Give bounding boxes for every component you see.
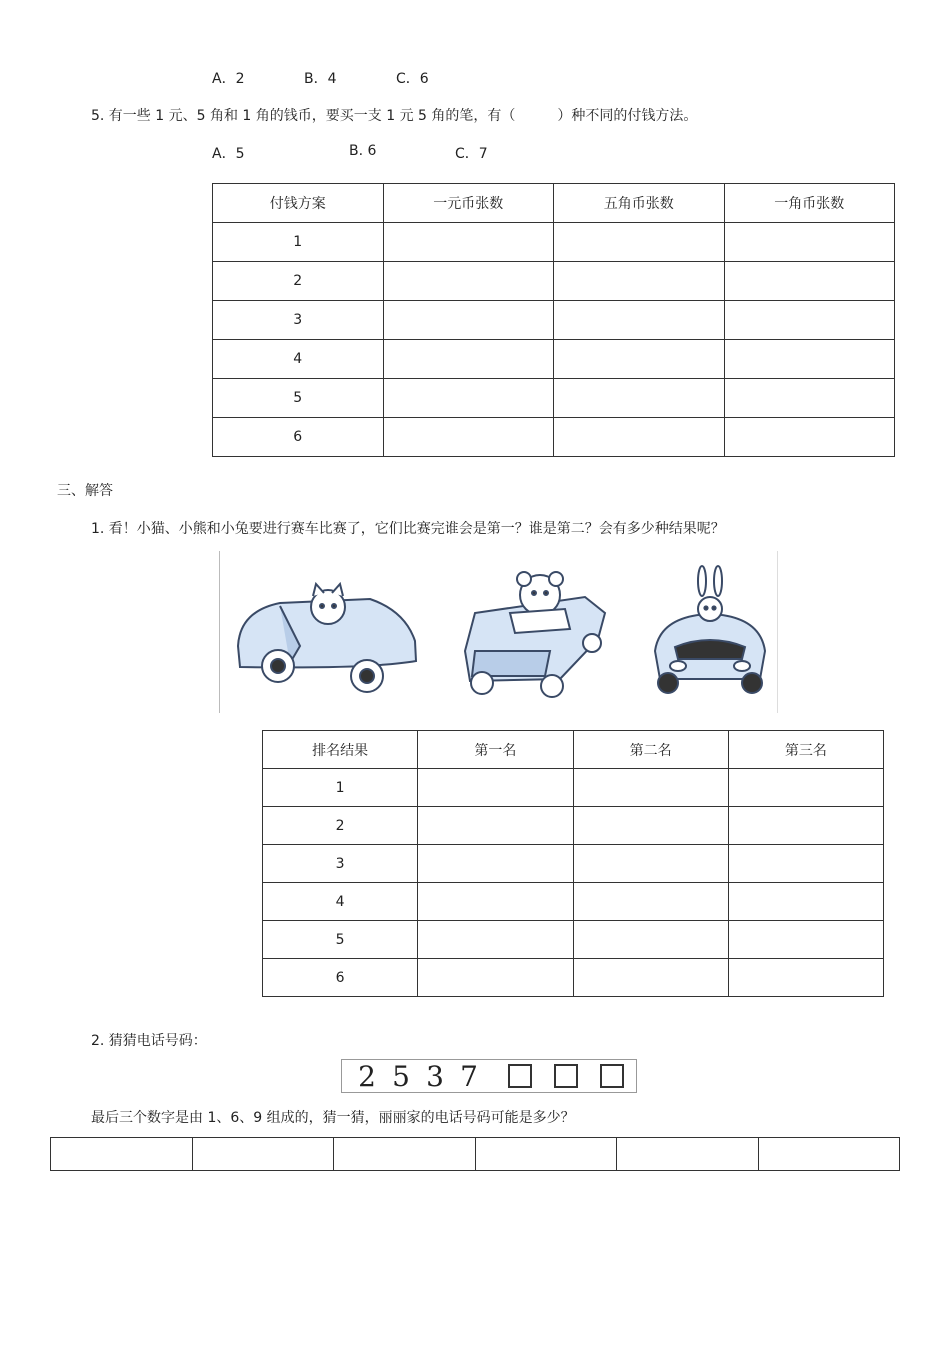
table-row — [51, 1138, 900, 1171]
answer-cell[interactable] — [573, 807, 728, 845]
answer-cell[interactable] — [724, 340, 895, 379]
q5-text: 5. 有一些 1 元、5 角和 1 角的钱币，要买一支 1 元 5 角的笔，有（ ）种不同的付钱方法。 — [91, 108, 698, 124]
row-number: 4 — [263, 883, 418, 921]
q4-option-b: B．4 — [304, 71, 337, 87]
racing-cars-illustration — [219, 551, 778, 713]
phone-number-strip — [341, 1059, 637, 1093]
answer-cell[interactable] — [418, 959, 573, 997]
q5-option-c: C．7 — [455, 146, 488, 162]
blank-digit-box[interactable] — [554, 1064, 578, 1088]
table-header: 一角币张数 — [724, 184, 895, 223]
answer-cell[interactable] — [383, 379, 554, 418]
answer-cell[interactable] — [728, 959, 883, 997]
table-header: 付钱方案 — [213, 184, 384, 223]
table-header: 一元币张数 — [383, 184, 554, 223]
answer-cell[interactable] — [383, 262, 554, 301]
answer-cell[interactable] — [554, 379, 725, 418]
blank-digit-box[interactable] — [600, 1064, 624, 1088]
answer-cell[interactable] — [728, 921, 883, 959]
q2-text: 2. 猜猜电话号码： — [91, 1033, 207, 1049]
ranking-table — [262, 730, 884, 997]
answer-cell[interactable] — [573, 845, 728, 883]
answer-cell[interactable] — [554, 262, 725, 301]
answer-cell[interactable] — [728, 883, 883, 921]
answer-cell[interactable] — [758, 1138, 900, 1171]
table-row — [213, 379, 895, 418]
answer-cell[interactable] — [418, 921, 573, 959]
answer-cell[interactable] — [573, 921, 728, 959]
answer-cell[interactable] — [617, 1138, 759, 1171]
answer-cell[interactable] — [383, 301, 554, 340]
q2-description: 最后三个数字是由 1、6、9 组成的，猜一猜，丽丽家的电话号码可能是多少？ — [91, 1110, 575, 1126]
answer-cell[interactable] — [724, 418, 895, 457]
row-number: 2 — [263, 807, 418, 845]
table-row — [213, 262, 895, 301]
row-number: 6 — [213, 418, 384, 457]
answer-cell[interactable] — [383, 223, 554, 262]
answer-cell[interactable] — [554, 301, 725, 340]
table-header: 五角币张数 — [554, 184, 725, 223]
table-row — [263, 921, 884, 959]
row-number: 1 — [213, 223, 384, 262]
answer-cell[interactable] — [724, 301, 895, 340]
answer-cell[interactable] — [418, 769, 573, 807]
q5-option-a: A．5 — [212, 146, 245, 162]
phone-digit: 5 — [392, 1059, 410, 1093]
table-header-row — [213, 184, 895, 223]
row-number: 3 — [263, 845, 418, 883]
row-number: 5 — [263, 921, 418, 959]
answer-cell[interactable] — [383, 340, 554, 379]
section-title: 三、解答 — [57, 483, 113, 499]
answer-cell[interactable] — [383, 418, 554, 457]
table-row — [213, 301, 895, 340]
phone-digit: 3 — [426, 1059, 444, 1093]
table-row — [263, 959, 884, 997]
answer-cell[interactable] — [728, 807, 883, 845]
answer-cell[interactable] — [554, 340, 725, 379]
table-row — [213, 340, 895, 379]
row-number: 5 — [213, 379, 384, 418]
row-number: 6 — [263, 959, 418, 997]
table-row — [263, 883, 884, 921]
answer-cell[interactable] — [554, 223, 725, 262]
answer-cell[interactable] — [573, 959, 728, 997]
blank-digit-box[interactable] — [508, 1064, 532, 1088]
table-header: 第二名 — [573, 731, 728, 769]
answer-cell[interactable] — [51, 1138, 193, 1171]
answer-cell[interactable] — [192, 1138, 334, 1171]
q5-option-b: B. 6 — [349, 143, 377, 159]
table-header: 排名结果 — [263, 731, 418, 769]
phone-answer-table — [50, 1137, 900, 1171]
answer-cell[interactable] — [573, 883, 728, 921]
table-header: 第三名 — [728, 731, 883, 769]
answer-cell[interactable] — [418, 807, 573, 845]
table-row — [213, 418, 895, 457]
payment-table — [212, 183, 895, 457]
table-row — [263, 807, 884, 845]
answer-cell[interactable] — [573, 769, 728, 807]
table-header-row — [263, 731, 884, 769]
cars-drawing — [220, 551, 777, 713]
answer-cell[interactable] — [475, 1138, 617, 1171]
answer-cell[interactable] — [724, 262, 895, 301]
answer-cell[interactable] — [724, 379, 895, 418]
answer-cell[interactable] — [724, 223, 895, 262]
answer-cell[interactable] — [418, 883, 573, 921]
q1-text: 1. 看！小猫、小熊和小兔要进行赛车比赛了，它们比赛完谁会是第一？谁是第二？会有多少种结果呢？ — [91, 521, 725, 537]
answer-cell[interactable] — [728, 769, 883, 807]
q4-option-a: A．2 — [212, 71, 245, 87]
table-header: 第一名 — [418, 731, 573, 769]
answer-cell[interactable] — [728, 845, 883, 883]
row-number: 1 — [263, 769, 418, 807]
row-number: 2 — [213, 262, 384, 301]
row-number: 4 — [213, 340, 384, 379]
phone-digit: 2 — [358, 1059, 376, 1093]
phone-digit: 7 — [460, 1059, 478, 1093]
table-row — [213, 223, 895, 262]
answer-cell[interactable] — [554, 418, 725, 457]
q4-option-c: C．6 — [396, 71, 429, 87]
table-row — [263, 769, 884, 807]
table-row — [263, 845, 884, 883]
row-number: 3 — [213, 301, 384, 340]
answer-cell[interactable] — [334, 1138, 476, 1171]
answer-cell[interactable] — [418, 845, 573, 883]
